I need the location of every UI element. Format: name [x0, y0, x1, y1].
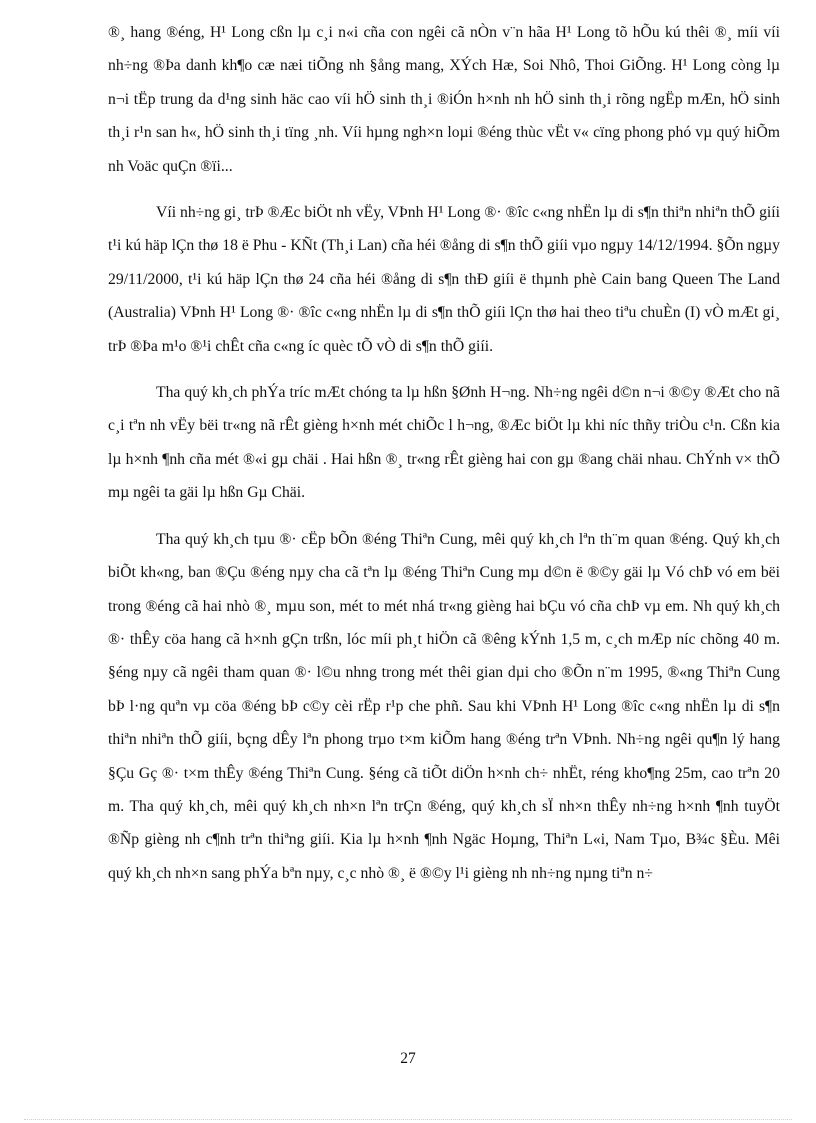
- paragraph-3: Tha quý kh¸ch phÝa tríc mÆt chóng ta lµ hßn §Ønh H¬ng. Nh÷ng ngêi d©n n¬i ®©y ®Æt cho nã c¸i tªn nh vËy bëi tr«ng nã rÊt gièng h×nh mét chiÕc l h¬ng, ®Æc biÖt lµ khi níc thñy triÒu c¹n. Cßn kia lµ h×nh ¶nh cña mét ®«i gµ chäi . Hai hßn ®¸ tr«ng rÊt gièng hai con gµ ®ang chäi nhau. ChÝnh v× thÕ mµ ngêi ta gäi lµ hßn Gµ Chäi.: [108, 384, 780, 502]
- page-number: 27: [400, 1050, 416, 1067]
- page-bottom-divider: [24, 1119, 792, 1120]
- body-text: [108, 16, 780, 890]
- paragraph-1: ®¸ hang ®éng, H¹ Long cßn lµ c¸i n«i cña con ngêi cã nÒn v¨n hãa H¹ Long tõ hÕu kú thêi ®¸ míi víi nh÷ng ®Þa danh kh¶o cæ næi tiÕng nh §ång mang, XÝch Hæ, Soi Nhô, Thoi GiÕng. H¹ Long còng lµ n¬i tËp trung da d¹ng sinh häc cao víi hÖ sinh th¸i ®iÓn h×nh nh hÖ sinh th¸i rõng ngËp mÆn, hÖ sinh th¸i r¹n san h«, hÖ sinh th¸i tïng ¸nh. Víi hµng ngh×n loµi ®éng thùc vËt v« cïng phong phó vµ quý hiÕm nh Voäc quÇn ®ïi...: [108, 24, 780, 175]
- paragraph-2: Víi nh÷ng gi¸ trÞ ®Æc biÖt nh vËy, VÞnh H¹ Long ®· ®îc c«ng nhËn lµ di s¶n thiªn nhiªn thÕ giíi t¹i kú häp lÇn thø 18 ë Phu - KÑt (Th¸i Lan) cña héi ®ång di s¶n thÕ giíi vµo ngµy 14/12/1994. §Õn ngµy 29/11/2000, t¹i kú häp lÇn thø 24 cña héi ®ång di s¶n thÐ giíi ë thµnh phè Cain bang Queen The Land (Australia) VÞnh H¹ Long ®· ®îc c«ng nhËn lµ di s¶n thÕ giíi lÇn thø hai theo tiªu chuÈn (I) vÒ mÆt gi¸ trÞ ®Þa m¹o ®¹i chÊt cña c«ng íc quèc tÕ vÒ di s¶n thÕ giíi.: [108, 204, 780, 355]
- paragraph-4: Tha quý kh¸ch tµu ®· cËp bÕn ®éng Thiªn Cung, mêi quý kh¸ch lªn th¨m quan ®éng. Quý kh¸ch biÕt kh«ng, ban ®Çu ®éng nµy cha cã tªn lµ ®éng Thiªn Cung mµ d©n ë ®©y gäi lµ Vó chÞ vó em bëi trong ®éng cã hai nhò ®¸ mµu son, mét to mét nhá tr«ng gièng hai bÇu vó cña chÞ vµ em. Nh quý kh¸ch ®· thÊy cöa hang cã h×nh gÇn trßn, lóc míi ph¸t hiÖn cã ®êng kÝnh 1,5 m, c¸ch mÆp níc chõng 40 m. §éng nµy cã ngêi tham quan ®· l©u nhng trong mét thêi gian dµi cho ®Õn n¨m 1995, ®«ng Thiªn Cung bÞ l·ng quªn vµ cöa ®éng bÞ c©y cèi rËp r¹p che phñ. Sau khi VÞnh H¹ Long ®îc c«ng nhËn lµ di s¶n thiªn nhiªn thÕ giíi, bçng dÊy lªn phong trµo t×m kiÕm hang ®éng trªn VÞnh. Nh÷ng ngêi qu¶n lý hang §Çu Gç ®· t×m thÊy ®éng Thiªn Cung. §éng cã tiÕt diÖn h×nh ch÷ nhËt, réng kho¶ng 25m, cao trªn 20 m. Tha quý kh¸ch, mêi quý kh¸ch nh×n lªn trÇn ®éng, quý kh¸ch sÏ nh×n thÊy nh÷ng h×nh ¶nh tuyÖt ®Ñp gièng nh c¶nh trªn thiªng giíi. Kia lµ h×nh ¶nh Ngäc Hoµng, Thiªn L«i, Nam Tµo, B¾c §Èu. Mêi quý kh¸ch nh×n sang phÝa bªn nµy, c¸c nhò ®¸ ë ®©y l¹i gièng nh nh÷ng nµng tiªn n÷: [108, 530, 780, 882]
